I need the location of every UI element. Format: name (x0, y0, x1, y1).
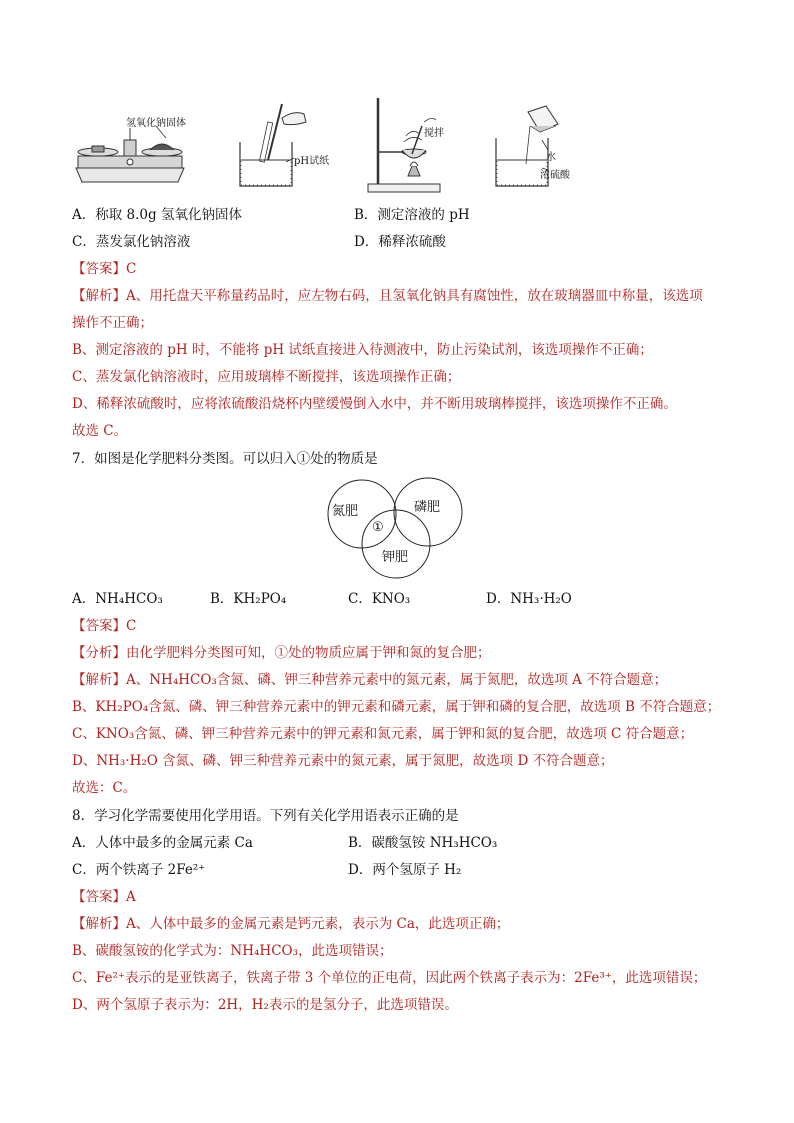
water-label: 水 (546, 152, 556, 163)
balance-label: 氢氧化钠固体 (126, 118, 186, 129)
q6-option-b: B．测定溶液的 pH (354, 207, 470, 223)
q6-answer: 【答案】C (72, 261, 137, 277)
q8-analysis-line: 【解析】A、人体中最多的金属元素是钙元素，表示为 Ca，此选项正确； (72, 916, 510, 932)
q8-option-a: A．人体中最多的金属元素 Ca (72, 835, 253, 851)
acid-label: 浓硫酸 (540, 170, 570, 181)
q8-answer: 【答案】A (72, 889, 136, 905)
q6-analysis-line: D、稀释浓硫酸时，应将浓硫酸沿烧杯内壁缓慢倒入水中，并不断用玻璃棒搅拌，该选项操作不正确。 (72, 396, 677, 412)
ph-test-figure (232, 100, 352, 192)
q7-analysis-line: D、NH₃·H₂O 含氮、磷、钾三种营养元素中的氮元素，属于氮肥，故选项 D 不符合题意； (72, 753, 614, 769)
q6-analysis-line: C、蒸发氯化钠溶液时，应用玻璃棒不断搅拌，该选项操作正确； (72, 369, 461, 385)
q6-option-c: C．蒸发氯化钠溶液 (72, 234, 191, 250)
q7-analysis-line: 【解析】A、NH₄HCO₃含氮、磷、钾三种营养元素中的氮元素，属于氮肥，故选项 A 不符合题意； (72, 672, 668, 688)
q7-stem: 7．如图是化学肥料分类图。可以归入①处的物质是 (72, 451, 378, 467)
q6-analysis-line: B、测定溶液的 pH 时，不能将 pH 试纸直接进入待测液中，防止污染试剂，该选项操作不正确； (72, 342, 653, 358)
q8-stem: 8．学习化学需要使用化学用语。下列有关化学用语表示正确的是 (72, 808, 459, 824)
q6-option-a: A．称取 8.0g 氢氧化钠固体 (72, 207, 242, 223)
q8-analysis-line: B、碳酸氢铵的化学式为：NH₄HCO₃，此选项错误； (72, 943, 393, 959)
venn-phosphorus-label: 磷肥 (414, 500, 441, 515)
ph-paper-label: pH试纸 (294, 156, 330, 167)
q7-analysis-line: 故选：C。 (72, 780, 137, 796)
q6-analysis-line: 【解析】A、用托盘天平称量药品时，应左物右码，且氢氧化钠具有腐蚀性，放在玻璃器皿中称量，该选项 (72, 288, 703, 304)
dilution-figure (490, 104, 600, 190)
venn-center-marker: ① (372, 520, 384, 535)
fertilizer-venn-diagram (322, 474, 470, 582)
q6-analysis-line: 故选 C。 (72, 423, 128, 439)
q7-answer: 【答案】C (72, 618, 137, 634)
q7-analysis-line: 【分析】由化学肥料分类图可知，①处的物质应属于钾和氮的复合肥； (72, 645, 491, 661)
evaporation-figure (362, 96, 462, 196)
venn-nitrogen-label: 氮肥 (332, 504, 359, 519)
q6-analysis-line: 操作不正确； (72, 315, 153, 331)
stir-label: 搅拌 (424, 128, 444, 139)
venn-potassium-label: 钾肥 (382, 550, 409, 565)
q8-option-d: D．两个氢原子 H₂ (348, 862, 462, 878)
balance-figure (70, 108, 190, 188)
q7-analysis-line: C、KNO₃含氮、磷、钾三种营养元素中的钾元素和氮元素，属于钾和氮的复合肥，故选项 C 符合题意； (72, 726, 694, 742)
q6-option-d: D．稀释浓硫酸 (354, 234, 446, 250)
q7-option-a: A．NH₄HCO₃ (72, 591, 163, 607)
q8-analysis-line: C、Fe²⁺表示的是亚铁离子，铁离子带 3 个单位的正电荷，因此两个铁离子表示为：2Fe³⁺，此选项错误； (72, 970, 707, 986)
q7-option-c: C．KNO₃ (348, 591, 411, 607)
q8-option-b: B．碳酸氢铵 NH₃HCO₃ (348, 835, 498, 851)
q8-analysis-line: D、两个氢原子表示为：2H，H₂表示的是氢分子，此选项错误。 (72, 997, 458, 1013)
q8-option-c: C．两个铁离子 2Fe²⁺ (72, 862, 206, 878)
q7-analysis-line: B、KH₂PO₄含氮、磷、钾三种营养元素中的钾元素和磷元素，属于钾和磷的复合肥，故选项 B 不符合题意； (72, 699, 721, 715)
q7-option-d: D．NH₃·H₂O (486, 591, 572, 607)
q7-option-b: B．KH₂PO₄ (210, 591, 287, 607)
